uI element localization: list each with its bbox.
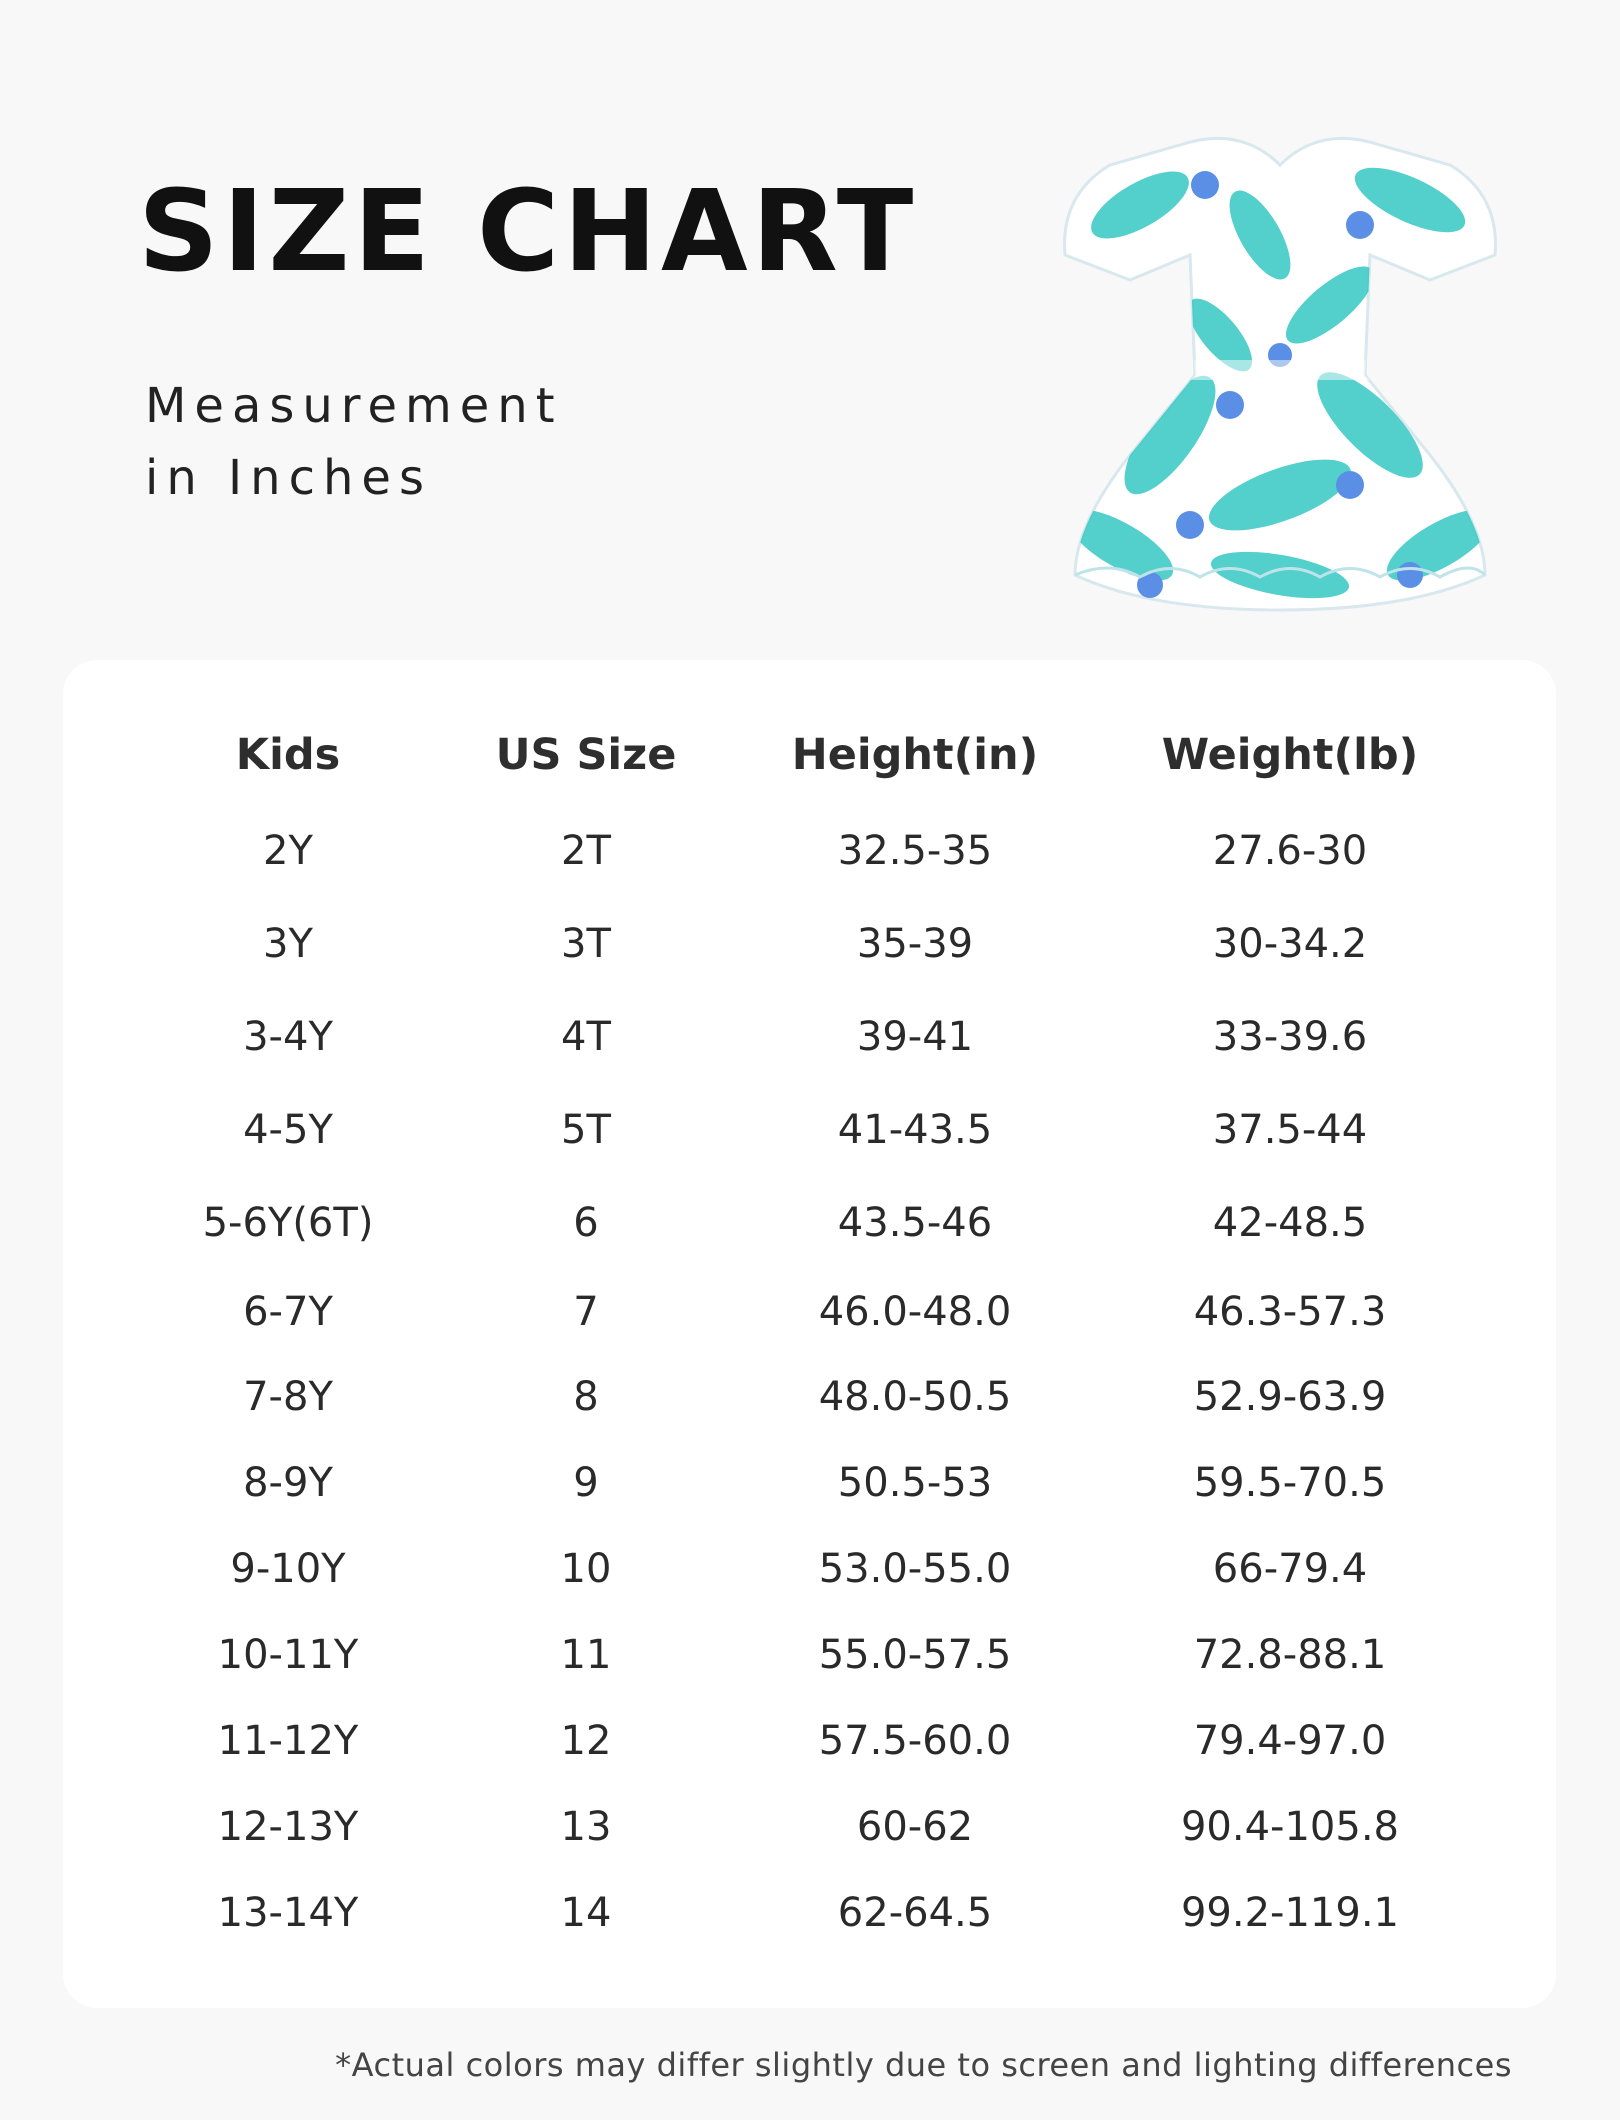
table-cell-kids: 2Y (263, 828, 313, 874)
table-cell-us-size: 4T (561, 1014, 611, 1060)
table-cell-height: 60-62 (856, 1804, 974, 1850)
subtitle-line-1: Measurement (145, 378, 563, 434)
table-cell-kids: 12-13Y (217, 1804, 359, 1850)
table-cell-weight: 27.6-30 (1212, 828, 1368, 874)
measurement-subtitle (145, 370, 563, 514)
table-cell-height: 35-39 (856, 921, 974, 967)
table-cell-weight: 59.5-70.5 (1193, 1460, 1387, 1506)
table-cell-kids: 3Y (263, 921, 313, 967)
column-header-weight: Weight(lb) (1161, 730, 1419, 780)
table-cell-height: 57.5-60.0 (818, 1718, 1012, 1764)
table-cell-kids: 11-12Y (217, 1718, 359, 1764)
table-cell-kids: 4-5Y (243, 1107, 333, 1153)
table-cell-kids: 8-9Y (243, 1460, 333, 1506)
table-cell-us-size: 6 (573, 1200, 599, 1246)
table-cell-us-size: 9 (573, 1460, 599, 1506)
color-disclaimer: *Actual colors may differ slightly due to screen and lighting differences (335, 2046, 1512, 2084)
table-cell-us-size: 14 (560, 1890, 612, 1936)
table-cell-kids: 5-6Y(6T) (202, 1200, 374, 1246)
table-cell-weight: 99.2-119.1 (1180, 1890, 1399, 1936)
table-cell-us-size: 11 (560, 1632, 612, 1678)
table-cell-height: 53.0-55.0 (818, 1546, 1012, 1592)
table-cell-kids: 6-7Y (243, 1289, 333, 1335)
table-cell-weight: 79.4-97.0 (1193, 1718, 1387, 1764)
page-title: SIZE CHART (138, 167, 918, 297)
table-cell-height: 46.0-48.0 (818, 1289, 1012, 1335)
table-cell-weight: 90.4-105.8 (1180, 1804, 1399, 1850)
column-header-height: Height(in) (791, 730, 1039, 780)
table-cell-us-size: 7 (573, 1289, 599, 1335)
table-cell-kids: 3-4Y (243, 1014, 333, 1060)
table-cell-weight: 72.8-88.1 (1193, 1632, 1387, 1678)
table-cell-height: 39-41 (856, 1014, 974, 1060)
table-cell-height: 48.0-50.5 (818, 1374, 1012, 1420)
table-cell-weight: 37.5-44 (1212, 1107, 1368, 1153)
table-cell-us-size: 13 (560, 1804, 612, 1850)
table-cell-height: 62-64.5 (837, 1890, 993, 1936)
table-cell-height: 50.5-53 (837, 1460, 993, 1506)
table-cell-us-size: 10 (560, 1546, 612, 1592)
table-cell-us-size: 3T (561, 921, 611, 967)
table-cell-kids: 10-11Y (217, 1632, 359, 1678)
table-cell-weight: 52.9-63.9 (1193, 1374, 1387, 1420)
table-cell-weight: 42-48.5 (1212, 1200, 1368, 1246)
table-cell-kids: 13-14Y (217, 1890, 359, 1936)
table-cell-us-size: 12 (560, 1718, 612, 1764)
table-cell-height: 32.5-35 (837, 828, 993, 874)
table-cell-kids: 7-8Y (243, 1374, 333, 1420)
table-cell-us-size: 8 (573, 1374, 599, 1420)
table-cell-us-size: 2T (561, 828, 611, 874)
table-cell-weight: 66-79.4 (1212, 1546, 1368, 1592)
dress-icon (1030, 105, 1530, 625)
table-cell-height: 55.0-57.5 (818, 1632, 1012, 1678)
table-cell-kids: 9-10Y (230, 1546, 346, 1592)
table-cell-weight: 30-34.2 (1212, 921, 1368, 967)
table-cell-us-size: 5T (561, 1107, 611, 1153)
table-cell-height: 43.5-46 (837, 1200, 993, 1246)
subtitle-line-2: in Inches (145, 450, 432, 506)
column-header-kids: Kids (235, 730, 341, 780)
table-cell-weight: 46.3-57.3 (1193, 1289, 1387, 1335)
column-header-us-size: US Size (495, 730, 677, 780)
table-cell-height: 41-43.5 (837, 1107, 993, 1153)
size-table-card (63, 660, 1556, 2008)
table-cell-weight: 33-39.6 (1212, 1014, 1368, 1060)
